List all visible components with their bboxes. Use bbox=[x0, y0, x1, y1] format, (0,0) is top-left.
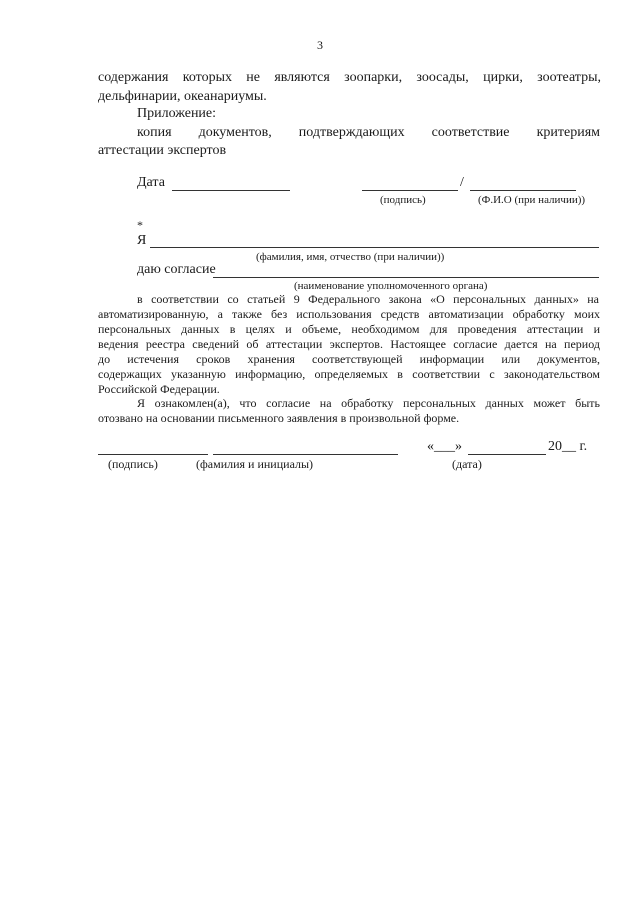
slash-separator: / bbox=[460, 175, 464, 190]
footnote-asterisk: * bbox=[137, 218, 143, 232]
full-name-caption: (фамилия, имя, отчество (при наличии)) bbox=[256, 251, 445, 263]
give-consent-label: даю согласие bbox=[137, 262, 216, 277]
consent-line-5: до истечения сроков хранения соответствующей информации или документов, bbox=[98, 352, 600, 366]
appendix-line-1: копия документов, подтверждающих соответствие критериям bbox=[137, 125, 600, 140]
date-year: 20__ г. bbox=[548, 439, 588, 454]
revocation-line-1: Я ознакомлен(а), что согласие на обработку персональных данных может быть bbox=[137, 396, 600, 410]
bottom-name-line bbox=[213, 454, 398, 455]
signature-line bbox=[362, 190, 458, 191]
fio-line bbox=[470, 190, 576, 191]
appendix-title: Приложение: bbox=[137, 106, 217, 121]
page-number: 3 bbox=[317, 38, 323, 52]
consent-line-4: ведения реестра сведений об аттестации экспертов. Настоящее согласие дается на период bbox=[98, 337, 600, 351]
full-name-line bbox=[150, 247, 599, 248]
signature-caption: (подпись) bbox=[380, 194, 426, 206]
intro-line-1: содержания которых не являются зоопарки, зоосады, цирки, зоотеатры, bbox=[98, 70, 601, 85]
bottom-signature-caption: (подпись) bbox=[108, 457, 158, 471]
appendix-line-2: аттестации экспертов bbox=[98, 143, 227, 158]
fio-caption: (Ф.И.О (при наличии)) bbox=[478, 194, 586, 206]
consent-line-3: персональных данных в целях и объеме, необходимом для проведения аттестации и bbox=[98, 322, 600, 336]
bottom-signature-line bbox=[98, 454, 208, 455]
date-day: «___» bbox=[427, 439, 462, 454]
i-label: Я bbox=[137, 233, 147, 248]
consent-line-7: Российской Федерации. bbox=[98, 382, 220, 396]
authority-line bbox=[213, 277, 599, 278]
consent-line-2: автоматизированную, а также без использования средств автоматизации обработку моих bbox=[98, 307, 600, 321]
intro-line-2: дельфинарии, океанариумы. bbox=[98, 89, 267, 104]
bottom-date-caption: (дата) bbox=[452, 457, 482, 471]
date-month-line bbox=[468, 454, 546, 455]
authority-caption: (наименование уполномоченного органа) bbox=[294, 280, 488, 292]
date-label: Дата bbox=[137, 175, 165, 190]
date-line bbox=[172, 190, 290, 191]
consent-line-1: в соответствии со статьей 9 Федерального закона «О персональных данных» на bbox=[137, 292, 599, 306]
revocation-line-2: отозвано на основании письменного заявления в произвольной форме. bbox=[98, 411, 460, 425]
bottom-name-caption: (фамилия и инициалы) bbox=[196, 457, 314, 471]
consent-line-6: содержащих указанную информацию, определяемых в соответствии с законодательством bbox=[98, 367, 600, 381]
